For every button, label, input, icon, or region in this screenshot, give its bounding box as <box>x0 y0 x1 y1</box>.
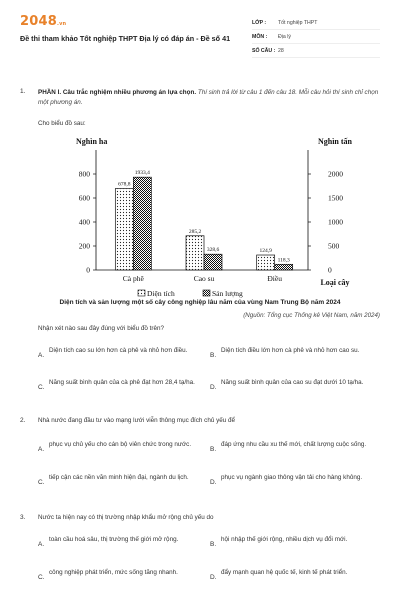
legend-label: Diện tích <box>147 289 175 298</box>
data-label: 1933,4 <box>134 170 150 177</box>
option-d[interactable] <box>210 568 380 590</box>
meta-value: Tốt nghiệp THPT <box>278 19 318 26</box>
question-prompt: Nhà nước đang đầu tư vào mạng lưới viễn thông mục đích chủ yếu để <box>38 417 235 424</box>
question-3 <box>20 514 380 524</box>
meta-key: MÔN : <box>252 33 268 40</box>
chart-legend <box>138 289 243 298</box>
option-letter: D. <box>210 479 217 486</box>
question-number: 1. <box>20 88 26 95</box>
option-text: hội nhập thế giới rộng, nhiều dịch vụ đổi mới. <box>221 536 348 543</box>
meta-key: SỐ CÂU : <box>252 47 276 54</box>
document-title: Đề thi tham khảo Tốt nghiệp THPT Địa lý có đáp án - Đề số 41 <box>20 34 231 43</box>
left-tick-label: 600 <box>78 193 90 203</box>
x-axis-label: Loại cây <box>320 278 350 287</box>
logo-text: 2048 <box>20 14 57 29</box>
option-letter: B. <box>210 541 217 548</box>
option-text: phục vụ ngành giao thông vận tải cho hàng không. <box>221 474 363 481</box>
option-c[interactable] <box>38 378 208 400</box>
chart-caption: Diện tích và sản lượng một số cây công nghiệp lâu năm của vùng Nam Trung Bộ năm 2024 <box>59 299 341 306</box>
exam-meta <box>252 16 380 58</box>
chart-intro: Cho biểu đồ sau: <box>38 120 86 127</box>
option-text: Diện tích cao su lớn hơn cà phê và nhỏ hơn điều. <box>49 347 188 354</box>
bar-area-2 <box>257 255 275 270</box>
question-prompt: Nhận xét nào sau đây đúng với biểu đồ trên? <box>38 325 164 332</box>
left-axis-label: Nghìn ha <box>76 137 108 146</box>
data-label: 285,2 <box>188 228 202 235</box>
option-text: Diện tích điều lớn hơn cà phê và nhỏ hơn cao su. <box>221 347 360 354</box>
meta-value: 28 <box>278 47 284 54</box>
legend-swatch <box>203 290 210 296</box>
option-letter: A. <box>38 352 45 359</box>
option-letter: C. <box>38 384 45 391</box>
option-text: đáp ứng nhu cầu xu thế mới, chất lượng cuộc sống. <box>221 441 367 448</box>
left-tick-label: 400 <box>78 217 90 227</box>
bar-area-0 <box>115 189 133 270</box>
option-text: toàn cầu hoá sâu, thị trường thế giới mở rộng. <box>49 536 179 543</box>
bar-area-1 <box>186 236 204 270</box>
data-label: 678,8 <box>118 181 131 188</box>
option-letter: B. <box>210 446 217 453</box>
right-tick-label: 1000 <box>328 217 343 227</box>
bar-output-2 <box>275 264 293 270</box>
right-tick-label: 1500 <box>328 193 343 203</box>
legend-label: Sản lượng <box>212 289 243 298</box>
category-label: Cà phê <box>122 274 144 283</box>
question-instruction <box>38 88 380 108</box>
legend-swatch <box>138 290 145 296</box>
right-tick-label: 500 <box>328 241 340 251</box>
option-text: công nghiệp phát triển, mức sống tăng nhanh. <box>49 569 178 576</box>
option-text: phục vụ chủ yếu cho cán bộ viên chức trong nước. <box>49 441 192 448</box>
option-a[interactable] <box>38 440 208 462</box>
bar-output-0 <box>133 177 151 270</box>
option-a[interactable] <box>38 346 208 368</box>
question-number: 2. <box>20 417 26 424</box>
option-letter: B. <box>210 352 217 359</box>
logo-suffix: .vn <box>56 21 67 27</box>
option-d[interactable] <box>210 378 380 400</box>
option-a[interactable] <box>38 535 208 557</box>
meta-row-count <box>252 44 380 58</box>
question-number: 3. <box>20 514 26 521</box>
question-2 <box>20 417 380 427</box>
left-tick-label: 0 <box>86 265 90 275</box>
option-b[interactable] <box>210 535 380 557</box>
option-c[interactable] <box>38 473 208 495</box>
meta-row-subject <box>252 30 380 44</box>
meta-row-class <box>252 16 380 30</box>
option-letter: C. <box>38 574 45 581</box>
option-letter: C. <box>38 479 45 486</box>
question-1 <box>20 88 380 118</box>
option-letter: D. <box>210 574 217 581</box>
option-letter: A. <box>38 541 45 548</box>
right-tick-label: 2000 <box>328 169 343 179</box>
meta-key: LỚP : <box>252 19 267 26</box>
bar-chart <box>38 130 383 305</box>
category-label: Cao su <box>193 274 215 283</box>
option-text: Năng suất bình quân của cao su đạt dưới 10 tạ/ha. <box>221 379 364 386</box>
option-b[interactable] <box>210 346 380 368</box>
page-header <box>20 12 380 60</box>
option-c[interactable] <box>38 568 208 590</box>
option-text: tiếp cận các nền văn minh hiện đại, ngành du lịch. <box>49 474 189 481</box>
part-label: PHẦN I. Câu trắc nghiệm nhiều phương án lựa chọn. <box>38 89 197 96</box>
meta-value: Địa lý <box>278 33 291 40</box>
option-letter: A. <box>38 446 45 453</box>
data-label: 328,6 <box>206 247 220 254</box>
question-1-prompt-row <box>20 325 380 335</box>
question-prompt: Nước ta hiện nay có thị trường nhập khẩu mở rộng chủ yếu do <box>38 514 214 521</box>
option-b[interactable] <box>210 440 380 462</box>
option-text: đẩy mạnh quan hệ quốc tế, kinh tế phát triển. <box>221 569 348 576</box>
right-axis-label: Nghìn tấn <box>317 137 353 146</box>
category-label: Điều <box>267 274 282 283</box>
chart-source: (Nguồn: Tổng cục Thống kê Việt Nam, năm 2024) <box>243 312 380 319</box>
chart-intro-row <box>20 120 380 130</box>
bar-output-1 <box>204 254 222 270</box>
left-tick-label: 200 <box>78 241 90 251</box>
data-label: 124,9 <box>259 248 272 255</box>
option-text: Năng suất bình quân của cà phê đạt hơn 28,4 tạ/ha. <box>49 379 195 386</box>
data-label: 118,3 <box>277 257 290 264</box>
option-letter: D. <box>210 384 217 391</box>
left-tick-label: 800 <box>78 169 90 179</box>
site-logo[interactable] <box>20 14 66 29</box>
part-instruction: Thí sinh trả lời từ câu 1 đến câu 18. Mỗi câu hỏi thí sinh chỉ chọn một phương án. <box>38 89 379 106</box>
chart-bars <box>115 177 292 270</box>
right-tick-label: 0 <box>328 265 332 275</box>
option-d[interactable] <box>210 473 380 495</box>
